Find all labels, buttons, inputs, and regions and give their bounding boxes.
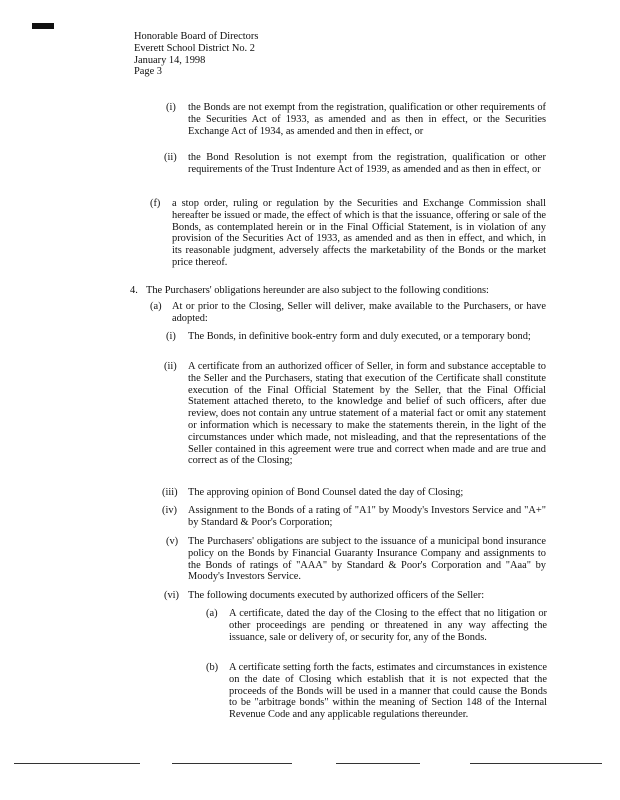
clause-text: Assignment to the Bonds of a rating of "A1" by Moody's Investors Service and "A+" by Standard & Poor's Corporation; (188, 505, 546, 528)
footer-rule (336, 763, 420, 764)
clause-label: (iii) (162, 487, 178, 498)
clause-4a-vi (164, 590, 546, 602)
clause-4a (150, 301, 546, 325)
clause-text: The Purchasers' obligations are subject to the issuance of a municipal bond insurance policy on the Bonds by Financial Guaranty Insurance Company and assignments to the Bonds of ratings of "AAA" by Standard & Poor's Corporation and "Aaa" by Moody's Investors Service. (188, 536, 546, 583)
clause-4a-ii (164, 361, 546, 467)
clause-text: At or prior to the Closing, Seller will deliver, make available to the Purchasers, or have adopted: (172, 301, 546, 324)
clause-label: (iv) (162, 505, 178, 516)
district-line: Everett School District No. 2 (134, 42, 255, 54)
clause-text: The following documents executed by authorized officers of the Seller: (188, 590, 485, 601)
section-label: 4. (130, 285, 138, 296)
subclause-text: A certificate, dated the day of the Closing to the effect that no litigation or other proceedings are pending or threatened in any way affecting the issuance, sale or delivery of, or security for, any of the Bonds. (229, 608, 547, 643)
footer-rule (470, 763, 602, 764)
clause-4a-iv (162, 505, 546, 529)
clause-4a-i (166, 331, 546, 343)
clause-text: the Bonds are not exempt from the registration, qualification or other requirements of the Securities Act of 1933, as amended and as then in effect, or the Securities Exchange Act of 1934, as amended and then in effect, or (188, 102, 546, 137)
clause-e-i (166, 102, 546, 137)
clause-label: (v) (166, 536, 179, 547)
subclause-label: (b) (206, 662, 219, 673)
page-number: Page 3 (134, 66, 162, 78)
clause-text: The Bonds, in definitive book-entry form and duly executed, or a temporary bond; (188, 331, 531, 342)
subclause-text: A certificate setting forth the facts, estimates and circumstances in existence on the date of Closing which establish that it is not expected that the proceeds of the Bonds will be used in a manner that could cause the Bonds to be "arbitrage bonds" within the meaning of Section 148 of the Internal Revenue Code and any applicable regulations thereunder. (229, 662, 547, 721)
subclause-vi-b (206, 662, 547, 721)
clause-e-ii (164, 152, 546, 176)
clause-text: a stop order, ruling or regulation by the Securities and Exchange Commission shall hereafter be issued or made, the effect of which is that the issuance, offering or sale of the Bonds, as contemplated herein or in the Final Official Statement, is in violation of any provision of the Securities Act of 1933, as amended and as then in effect, and which, in its reasonable judgment, adversely affects the marketability of the Bonds or the market price thereof. (172, 198, 546, 268)
clause-text: the Bond Resolution is not exempt from the registration, qualification or other requirements of the Trust Indenture Act of 1939, as amended and as then in effect, or (188, 152, 546, 175)
date-line: January 14, 1998 (134, 54, 206, 66)
clause-text: The approving opinion of Bond Counsel dated the day of Closing; (188, 487, 464, 498)
clause-label: (f) (150, 198, 161, 209)
clause-label: (i) (166, 331, 176, 342)
clause-label: (i) (166, 102, 176, 113)
subclause-label: (a) (206, 608, 218, 619)
clause-f (150, 198, 546, 269)
subclause-vi-a (206, 608, 547, 643)
clause-4a-v (166, 536, 546, 583)
clause-label: (ii) (164, 361, 177, 372)
footer-rule (172, 763, 292, 764)
clause-label: (a) (150, 301, 162, 312)
redaction-mark (32, 23, 54, 29)
recipient-line: Honorable Board of Directors (134, 31, 259, 42)
clause-label: (vi) (164, 590, 180, 601)
footer-rule (14, 763, 140, 764)
clause-text: A certificate from an authorized officer of Seller, in form and substance acceptable to the Seller and the Purchasers, stating that execution of the Certificate shall constitute execution of the Final Official Statement by the Seller, that the Final Official Statement attached thereto, to the knowledge and belief of such officers, after due review, does not contain any untrue statement of a material fact or omit any statement or information which is necessary to make the statements therein, in the light of the circumstances under which made, not misleading, and that the representations of the Seller contained in this agreement were true and correct when made and are true and correct as of the Closing; (188, 361, 546, 467)
letter-header (134, 31, 258, 78)
section-4 (130, 285, 546, 297)
section-text: The Purchasers' obligations hereunder are also subject to the following conditions: (146, 285, 489, 296)
clause-4a-iii (162, 487, 546, 499)
clause-label: (ii) (164, 152, 177, 163)
